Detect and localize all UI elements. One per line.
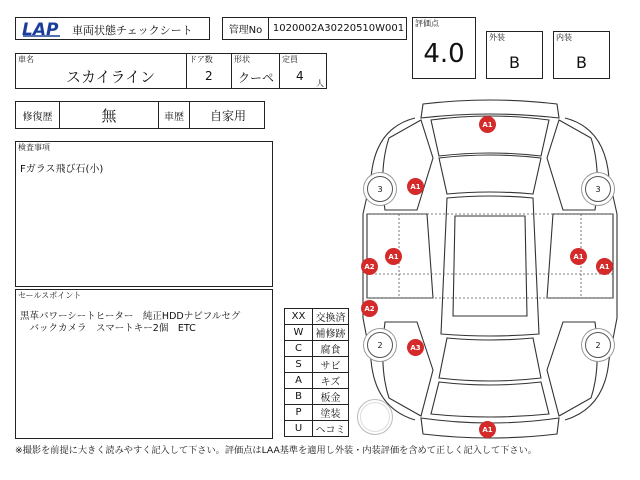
car-name-label: 車名 <box>18 55 34 64</box>
mgmt-number: 1020002A30220510W001 <box>272 23 405 34</box>
tire-front-right: 3 <box>585 176 611 202</box>
score-label: 評価点 <box>415 19 439 28</box>
tire-rear-right: 2 <box>585 332 611 358</box>
interior-box <box>553 31 610 79</box>
damage-mark-left-quarter: A3 <box>407 339 424 356</box>
tire-front-left: 3 <box>367 176 393 202</box>
management-block <box>222 17 407 40</box>
capacity-value: 4 <box>296 69 304 83</box>
repair-value: 無 <box>60 102 159 128</box>
car-outline <box>355 98 625 440</box>
damage-mark-rear-bumper: A1 <box>479 421 496 438</box>
legend-row: XX 交換済 <box>285 309 349 325</box>
history-row <box>15 101 265 129</box>
legend-row: B 板金 <box>285 389 349 405</box>
vehicle-info-row <box>15 53 327 89</box>
selling-points-box <box>15 289 273 439</box>
shape-value: クーペ <box>238 71 275 85</box>
selling-points-label: セールスポイント <box>18 291 82 300</box>
vehicle-history-label: 車歴 <box>159 102 190 128</box>
sheet-title: 車両状態チェックシート <box>72 24 193 37</box>
lap-logo <box>20 19 66 38</box>
title-block <box>15 17 210 40</box>
damage-mark-left-rocker: A2 <box>361 258 378 275</box>
legend-row: C 腐食 <box>285 341 349 357</box>
doors-value: 2 <box>205 69 213 83</box>
doors-label: ドア数 <box>189 55 213 64</box>
score-box <box>412 17 476 79</box>
vehicle-history-value: 自家用 <box>209 108 246 123</box>
exterior-label: 外装 <box>489 33 505 42</box>
legend-row: U ヘコミ <box>285 421 349 437</box>
damage-mark-front-bumper: A1 <box>479 116 496 133</box>
capacity-label: 定員 <box>282 55 298 64</box>
interior-label: 内装 <box>556 33 572 42</box>
tire-rear-left: 2 <box>367 332 393 358</box>
selling-points-line1: 黒革パワーシートヒーター 純正HDDナビフルセグ <box>20 311 241 322</box>
repair-label: 修復歴 <box>16 102 60 128</box>
damage-mark-left-door: A1 <box>385 248 402 265</box>
inspection-box <box>15 141 273 287</box>
car-diagram <box>355 98 625 440</box>
damage-mark-left-fender: A1 <box>407 178 424 195</box>
mgmt-label: 管理No <box>223 18 269 39</box>
legend-row: W 補修跡 <box>285 325 349 341</box>
damage-mark-right-rocker: A1 <box>596 258 613 275</box>
selling-points-line2: バックカメラ スマートキー2個 ETC <box>20 323 196 334</box>
damage-legend-table <box>284 308 349 437</box>
legend-row: S サビ <box>285 357 349 373</box>
legend-row: P 塗装 <box>285 405 349 421</box>
car-name-value: スカイライン <box>66 68 156 86</box>
legend-row: A キズ <box>285 373 349 389</box>
exterior-value: B <box>509 52 520 72</box>
score-value: 4.0 <box>423 39 465 69</box>
inspection-text: Fガラス飛び石(小) <box>20 164 104 175</box>
damage-mark-right-door: A1 <box>570 248 587 265</box>
footer-note: ※撮影を前提に大きく読みやすく記入して下さい。評価点はLAA基準を適用し外装・内装評価を含めて正しく記入して下さい。 <box>15 445 537 456</box>
interior-value: B <box>576 52 587 72</box>
svg-text:LAP: LAP <box>22 20 59 38</box>
inspection-label: 検査事項 <box>18 143 50 152</box>
capacity-unit: 人 <box>316 79 324 88</box>
exterior-box <box>486 31 543 79</box>
shape-label: 形状 <box>234 55 250 64</box>
damage-mark-left-rear-door: A2 <box>361 300 378 317</box>
